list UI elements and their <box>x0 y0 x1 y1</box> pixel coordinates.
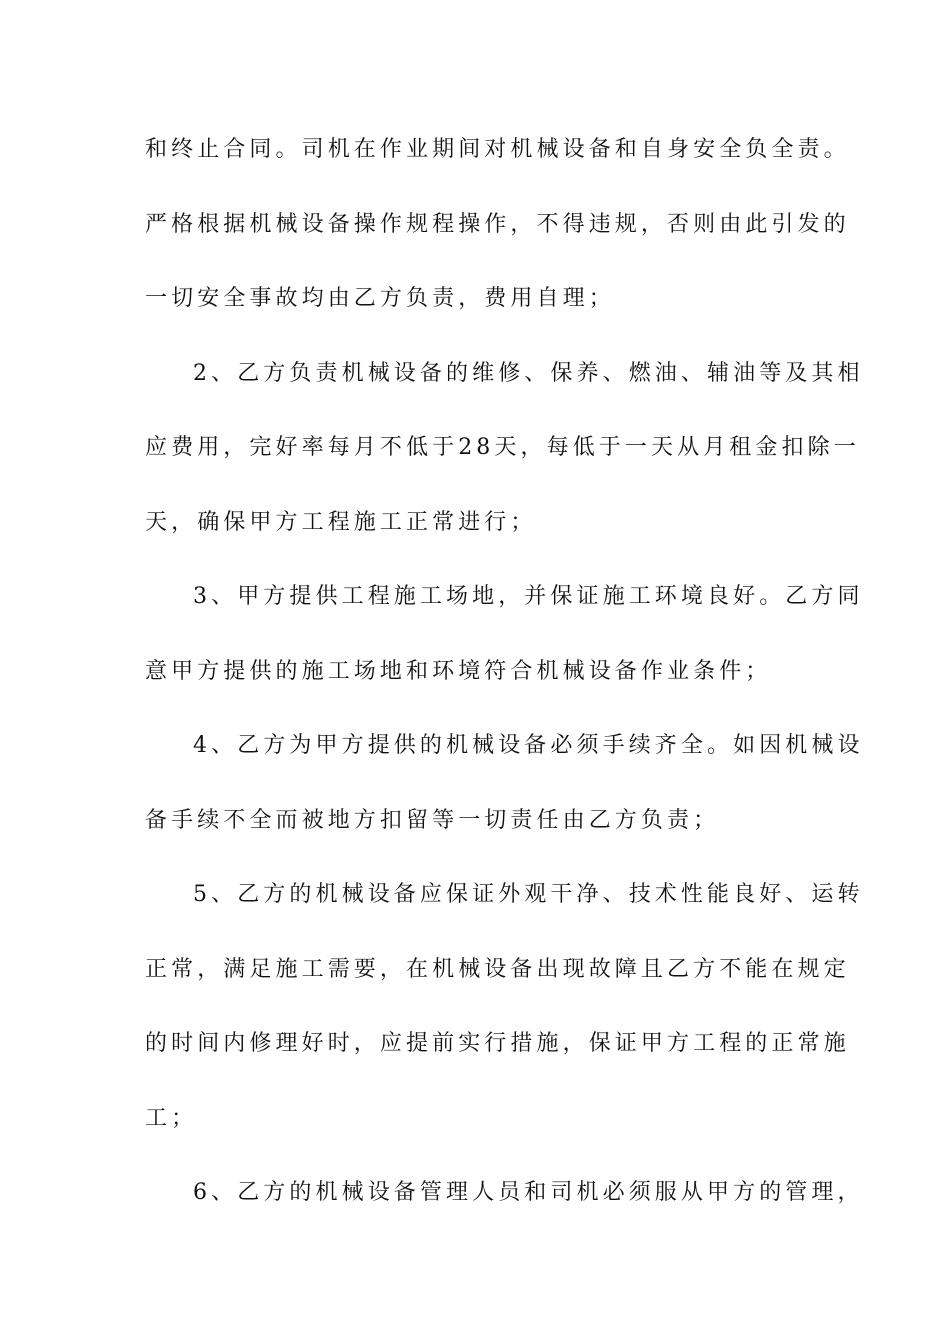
text-line: 工； <box>145 1105 198 1131</box>
text-line: 意甲方提供的施工场地和环境符合机械设备作业条件； <box>145 658 772 684</box>
clause-5-line: 5、乙方的机械设备应保证外观干净、技术性能良好、运转 <box>193 882 864 907</box>
text-line: 和终止合同。司机在作业期间对机械设备和自身安全负全责。 <box>145 137 850 162</box>
text-line: 应费用，完好率每月不低于28天，每低于一天从月租金扣除一 <box>145 435 860 460</box>
text-line: 备手续不全而被地方扣留等一切责任由乙方负责； <box>145 807 720 833</box>
document-body <box>145 125 864 1243</box>
text-line: 严格根据机械设备操作规程操作，不得违规，否则由此引发的 <box>145 211 850 237</box>
text-line: 一切安全事故均由乙方负责，费用自理； <box>145 286 615 311</box>
text-line: 天，确保甲方工程施工正常进行； <box>145 509 537 535</box>
clause-3-line: 3、甲方提供工程施工场地，并保证施工环境良好。乙方同 <box>193 584 864 609</box>
clause-6-line: 6、乙方的机械设备管理人员和司机必须服从甲方的管理， <box>193 1180 864 1205</box>
text-line: 的时间内修理好时，应提前实行措施，保证甲方工程的正常施 <box>145 1031 850 1056</box>
text-line: 正常，满足施工需要，在机械设备出现故障且乙方不能在规定 <box>145 956 850 982</box>
clause-2-line: 2、乙方负责机械设备的维修、保养、燃油、辅油等及其相 <box>193 360 864 386</box>
clause-4-line: 4、乙方为甲方提供的机械设备必须手续齐全。如因机械设 <box>193 733 864 758</box>
